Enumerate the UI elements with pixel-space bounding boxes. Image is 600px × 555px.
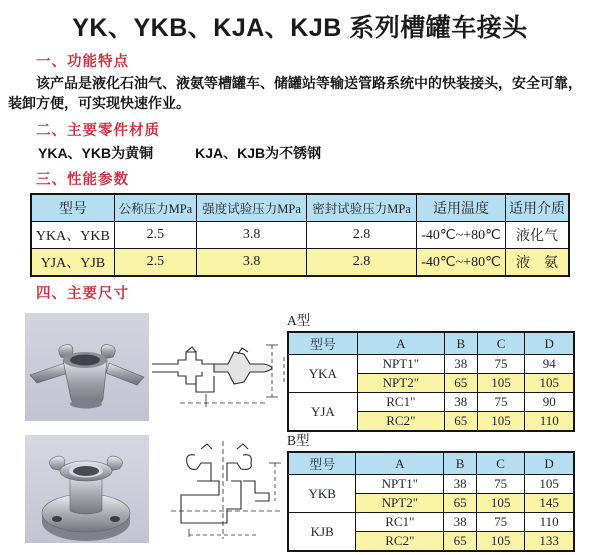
flanged-coupling-drawing-image — [165, 437, 287, 543]
dim-header-cell: C — [477, 332, 525, 355]
perf-header-cell: 适用介质 — [505, 194, 569, 222]
perf-cell: 3.8 — [197, 222, 307, 249]
dim-table-b-label: B型 — [287, 432, 310, 448]
materials-line — [38, 143, 600, 163]
dim-row — [288, 393, 574, 412]
dim-cell: 65 — [444, 412, 477, 431]
perf-header-cell: 密封试验压力MPa — [307, 194, 417, 222]
dim-cell: 38 — [444, 393, 477, 412]
dim-table-a-label: A型 — [287, 312, 311, 328]
perf-header-row — [31, 194, 569, 222]
dim-cell: 105 — [477, 532, 525, 551]
perf-header-cell: 型号 — [31, 194, 114, 222]
dim-cell: 90 — [525, 393, 574, 412]
dim-cell: NPT1" — [356, 475, 444, 494]
dim-table-b — [287, 451, 575, 552]
dim-table-a — [287, 331, 575, 432]
perf-header-cell: 公称压力MPa — [114, 194, 196, 222]
dim-row — [288, 355, 574, 374]
dim-header-cell: A — [357, 332, 444, 355]
dim-cell: RC1" — [356, 513, 444, 532]
section-heading-dimensions: 四、主要尺寸 — [36, 285, 129, 302]
dim-header-cell: 型号 — [288, 452, 356, 475]
dimension-figures — [0, 307, 600, 555]
dim-header-cell: C — [477, 452, 525, 475]
perf-header-cell: 适用温度 — [417, 194, 506, 222]
dim-cell: 65 — [444, 532, 477, 551]
dim-cell: 110 — [525, 412, 574, 431]
coupling-photo-image — [25, 313, 149, 421]
dim-cell: 145 — [525, 494, 574, 513]
dim-cell: 105 — [477, 494, 525, 513]
dim-header-cell: B — [444, 452, 477, 475]
dim-header-cell: B — [444, 332, 477, 355]
perf-cell: 2.8 — [307, 249, 417, 276]
dimension-drawing-flanged-coupling — [165, 437, 287, 543]
perf-cell: YJA、YJB — [31, 249, 114, 276]
perf-cell: YKA、YKB — [31, 222, 114, 249]
dim-header-cell: D — [525, 332, 574, 355]
dim-cell: NPT2" — [357, 374, 444, 393]
dim-header-cell: D — [525, 452, 574, 475]
materials-stainless: KJA、KJB为不锈钢 — [195, 144, 322, 161]
dimension-drawing-coupling — [150, 331, 290, 411]
perf-cell: 液 氨 — [505, 249, 569, 276]
dim-cell: 38 — [444, 513, 477, 532]
dim-cell: 105 — [477, 412, 525, 431]
product-photo-coupling — [25, 313, 149, 421]
dim-cell: RC1" — [357, 393, 444, 412]
dim-row — [288, 475, 574, 494]
materials-brass: YKA、YKB为黄铜 — [38, 144, 154, 161]
dim-model-cell: YKA — [288, 355, 357, 393]
dim-b-header-row — [288, 452, 574, 475]
dim-a-header-row — [288, 332, 574, 355]
perf-cell: -40℃~+80℃ — [417, 249, 506, 276]
perf-cell: 2.5 — [114, 249, 196, 276]
catalog-page — [0, 8, 600, 548]
perf-row — [31, 222, 569, 249]
dim-model-cell: YJA — [288, 393, 357, 431]
dim-cell: 38 — [444, 355, 477, 374]
dim-cell: 105 — [477, 374, 525, 393]
dim-cell: 94 — [525, 355, 574, 374]
dim-cell: 75 — [477, 513, 525, 532]
perf-cell: 2.5 — [114, 222, 196, 249]
dim-model-cell: KJB — [288, 513, 356, 551]
dim-cell: 75 — [477, 393, 525, 412]
perf-cell: 2.8 — [307, 222, 417, 249]
dim-table-a-block — [287, 309, 577, 432]
perf-row — [31, 249, 569, 276]
dim-header-cell: 型号 — [288, 332, 357, 355]
product-photo-flanged-coupling — [25, 435, 149, 543]
section-heading-features: 一、功能特点 — [36, 54, 129, 70]
dim-cell: 65 — [444, 494, 477, 513]
perf-table — [30, 193, 570, 277]
features-paragraph: 该产品是液化石油气、液氨等槽罐车、储罐站等输送管路系统中的快装接头，安全可靠，装卸方便，可实现快速作业。 — [8, 75, 582, 111]
dim-cell: 75 — [477, 475, 525, 494]
dim-cell: 105 — [525, 475, 574, 494]
section-heading-materials: 二、主要零件材质 — [36, 122, 160, 139]
dim-cell: RC2" — [356, 532, 444, 551]
perf-cell: -40℃~+80℃ — [417, 222, 506, 249]
perf-header-cell: 强度试验压力MPa — [197, 194, 307, 222]
coupling-drawing-image — [150, 331, 290, 411]
dim-cell: NPT1" — [357, 355, 444, 374]
dim-model-cell: YKB — [288, 475, 356, 513]
perf-cell: 3.8 — [197, 249, 307, 276]
page-title: YK、YKB、KJA、KJB 系列槽罐车接头 — [72, 14, 528, 42]
dim-cell: 75 — [477, 355, 525, 374]
dim-header-cell: A — [356, 452, 444, 475]
dim-cell: NPT2" — [356, 494, 444, 513]
dim-cell: RC2" — [357, 412, 444, 431]
dim-table-b-block — [287, 429, 577, 552]
dim-cell: 38 — [444, 475, 477, 494]
dim-cell: 110 — [525, 513, 574, 532]
dim-cell: 133 — [525, 532, 574, 551]
dim-cell: 65 — [444, 374, 477, 393]
section-heading-performance: 三、性能参数 — [36, 171, 129, 188]
flanged-coupling-photo-image — [25, 435, 149, 543]
perf-cell: 液化气 — [505, 222, 569, 249]
dim-cell: 105 — [525, 374, 574, 393]
dim-row — [288, 513, 574, 532]
